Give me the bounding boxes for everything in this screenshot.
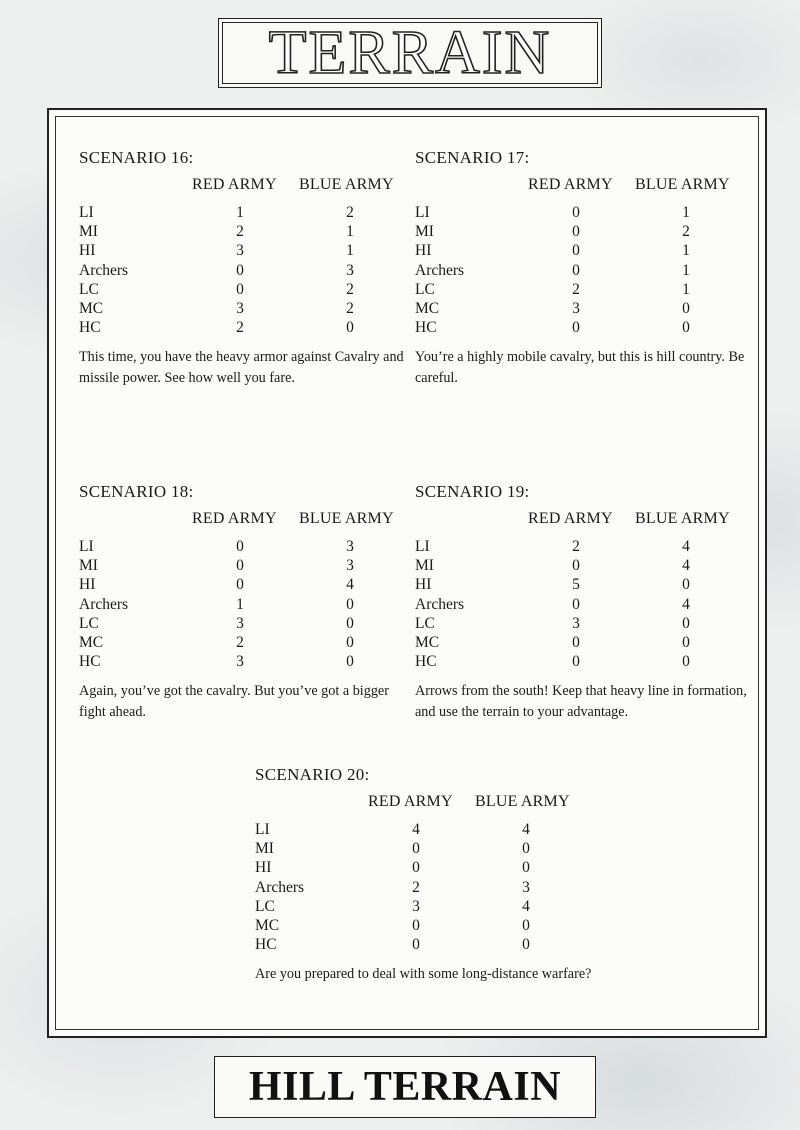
unit-label: LC xyxy=(415,614,435,632)
red-army-count: 3 xyxy=(236,614,244,632)
unit-label: Archers xyxy=(79,261,129,279)
red-army-count: 2 xyxy=(236,634,244,651)
scenario-description: Are you prepared to deal with some long-distance warfare? xyxy=(255,966,592,983)
red-army-count: 0 xyxy=(572,242,580,260)
blue-army-count: 3 xyxy=(346,261,354,279)
unit-row xyxy=(415,634,755,653)
unit-row xyxy=(415,300,755,319)
unit-row xyxy=(415,262,755,281)
blue-army-count: 0 xyxy=(346,595,354,613)
unit-row xyxy=(79,576,419,595)
blue-army-count: 0 xyxy=(522,936,530,954)
scenario-description: Arrows from the south! Keep that heavy line in formation, and use the terrain to your advantage. xyxy=(415,683,747,721)
unit-label: HC xyxy=(79,653,101,671)
unit-label: LC xyxy=(255,897,275,915)
unit-row xyxy=(415,615,755,634)
unit-label: Archers xyxy=(255,878,305,896)
red-army-count: 0 xyxy=(572,204,580,221)
unit-label: MI xyxy=(79,223,98,241)
blue-army-count: 0 xyxy=(346,634,354,651)
blue-army-count: 0 xyxy=(682,634,690,651)
blue-army-count: 0 xyxy=(682,653,690,671)
blue-army-count: 4 xyxy=(682,557,690,575)
scenario-description: This time, you have the heavy armor against Cavalry and missile power. See how well you fare. xyxy=(79,349,404,387)
red-army-header: RED ARMY xyxy=(192,510,277,527)
red-army-count: 0 xyxy=(236,576,244,594)
unit-row xyxy=(255,840,595,859)
blue-army-count: 3 xyxy=(522,878,530,896)
blue-army-count: 0 xyxy=(522,859,530,877)
unit-label: HI xyxy=(79,576,96,594)
blue-army-count: 2 xyxy=(682,223,690,241)
blue-army-count: 0 xyxy=(346,614,354,632)
unit-label: LI xyxy=(415,204,430,221)
unit-row xyxy=(415,223,755,242)
unit-row xyxy=(79,615,419,634)
red-army-count: 0 xyxy=(572,223,580,241)
unit-label: Archers xyxy=(415,261,465,279)
blue-army-count: 4 xyxy=(682,595,690,613)
unit-label: LI xyxy=(255,821,270,838)
scenario-title: SCENARIO 16: xyxy=(79,148,194,167)
unit-label: HC xyxy=(255,936,277,954)
unit-label: Archers xyxy=(79,595,129,613)
unit-row xyxy=(79,281,419,300)
blue-army-count: 1 xyxy=(682,280,690,298)
unit-row xyxy=(415,204,755,223)
red-army-count: 0 xyxy=(412,936,420,954)
blue-army-count: 0 xyxy=(522,917,530,934)
red-army-count: 1 xyxy=(236,595,244,613)
scenario-description: You’re a highly mobile cavalry, but this is hill country. Be careful. xyxy=(415,349,745,387)
red-army-count: 2 xyxy=(572,538,580,555)
unit-label: HC xyxy=(415,319,437,337)
unit-label: MC xyxy=(79,300,104,317)
blue-army-count: 1 xyxy=(346,223,354,241)
scenario-title: SCENARIO 20: xyxy=(255,765,370,784)
unit-row xyxy=(415,242,755,261)
red-army-header: RED ARMY xyxy=(528,176,613,193)
red-army-count: 0 xyxy=(236,557,244,575)
blue-army-count: 1 xyxy=(682,261,690,279)
unit-label: MI xyxy=(415,557,434,575)
unit-label: HC xyxy=(79,319,101,337)
unit-row xyxy=(415,557,755,576)
blue-army-header: BLUE ARMY xyxy=(635,510,730,527)
red-army-count: 0 xyxy=(572,557,580,575)
blue-army-header: BLUE ARMY xyxy=(635,176,730,193)
unit-label: MC xyxy=(415,634,440,651)
unit-label: LC xyxy=(415,280,435,298)
blue-army-count: 0 xyxy=(346,653,354,671)
blue-army-count: 1 xyxy=(682,242,690,260)
unit-label: LI xyxy=(79,204,94,221)
unit-row xyxy=(255,898,595,917)
red-army-count: 0 xyxy=(236,538,244,555)
red-army-header: RED ARMY xyxy=(192,176,277,193)
blue-army-header: BLUE ARMY xyxy=(475,793,570,810)
blue-army-count: 0 xyxy=(682,576,690,594)
scenario-title: SCENARIO 18: xyxy=(79,482,194,501)
unit-label: HC xyxy=(415,653,437,671)
unit-label: MC xyxy=(415,300,440,317)
unit-row xyxy=(255,936,595,955)
blue-army-count: 3 xyxy=(346,538,354,555)
blue-army-count: 2 xyxy=(346,300,354,317)
unit-label: HI xyxy=(255,859,272,877)
page-title: TERRAIN xyxy=(268,19,552,87)
unit-label: LC xyxy=(79,280,99,298)
unit-row xyxy=(255,879,595,898)
red-army-count: 0 xyxy=(412,917,420,934)
red-army-count: 3 xyxy=(236,242,244,260)
unit-row xyxy=(415,576,755,595)
red-army-count: 4 xyxy=(412,821,420,838)
red-army-count: 3 xyxy=(572,614,580,632)
unit-row xyxy=(79,300,419,319)
blue-army-count: 0 xyxy=(682,300,690,317)
unit-label: MC xyxy=(79,634,104,651)
unit-row xyxy=(255,917,595,936)
scenario-description: Again, you’ve got the cavalry. But you’ve got a bigger fight ahead. xyxy=(79,683,389,721)
red-army-count: 0 xyxy=(572,319,580,337)
unit-label: LC xyxy=(79,614,99,632)
red-army-count: 1 xyxy=(236,204,244,221)
unit-row xyxy=(79,653,419,672)
unit-row xyxy=(79,242,419,261)
red-army-header: RED ARMY xyxy=(528,510,613,527)
red-army-count: 3 xyxy=(236,653,244,671)
red-army-count: 2 xyxy=(412,878,420,896)
blue-army-count: 4 xyxy=(522,897,530,915)
page-title-box xyxy=(218,18,602,88)
unit-label: MC xyxy=(255,917,280,934)
red-army-count: 0 xyxy=(236,261,244,279)
scenario-title: SCENARIO 17: xyxy=(415,148,530,167)
blue-army-count: 0 xyxy=(682,614,690,632)
red-army-count: 2 xyxy=(572,280,580,298)
blue-army-count: 4 xyxy=(346,576,354,594)
unit-row xyxy=(415,281,755,300)
unit-label: MI xyxy=(255,840,274,858)
unit-label: HI xyxy=(79,242,96,260)
red-army-count: 0 xyxy=(572,634,580,651)
unit-label: LI xyxy=(79,538,94,555)
red-army-count: 0 xyxy=(572,595,580,613)
red-army-count: 3 xyxy=(236,300,244,317)
unit-row xyxy=(79,538,419,557)
blue-army-count: 0 xyxy=(682,319,690,337)
unit-row xyxy=(79,204,419,223)
red-army-count: 3 xyxy=(412,897,420,915)
unit-row xyxy=(79,596,419,615)
blue-army-count: 2 xyxy=(346,280,354,298)
blue-army-count: 1 xyxy=(682,204,690,221)
red-army-count: 5 xyxy=(572,576,580,594)
blue-army-count: 1 xyxy=(346,242,354,260)
blue-army-count: 2 xyxy=(346,204,354,221)
unit-row xyxy=(415,319,755,338)
red-army-count: 0 xyxy=(412,859,420,877)
blue-army-header: BLUE ARMY xyxy=(299,176,394,193)
blue-army-count: 3 xyxy=(346,557,354,575)
unit-row xyxy=(415,538,755,557)
unit-label: HI xyxy=(415,242,432,260)
blue-army-count: 0 xyxy=(522,840,530,858)
unit-row xyxy=(415,653,755,672)
scenario-title: SCENARIO 19: xyxy=(415,482,530,501)
footer-title-box xyxy=(214,1056,596,1118)
red-army-count: 0 xyxy=(572,653,580,671)
unit-row xyxy=(255,859,595,878)
blue-army-count: 0 xyxy=(346,319,354,337)
unit-label: MI xyxy=(415,223,434,241)
unit-label: HI xyxy=(415,576,432,594)
red-army-header: RED ARMY xyxy=(368,793,453,810)
footer-title: HILL TERRAIN xyxy=(248,1064,562,1110)
unit-row xyxy=(79,319,419,338)
red-army-count: 2 xyxy=(236,319,244,337)
blue-army-header: BLUE ARMY xyxy=(299,510,394,527)
red-army-count: 2 xyxy=(236,223,244,241)
unit-label: MI xyxy=(79,557,98,575)
red-army-count: 3 xyxy=(572,300,580,317)
unit-row xyxy=(255,821,595,840)
unit-label: LI xyxy=(415,538,430,555)
red-army-count: 0 xyxy=(412,840,420,858)
unit-row xyxy=(79,223,419,242)
unit-label: Archers xyxy=(415,595,465,613)
unit-row xyxy=(79,634,419,653)
unit-row xyxy=(79,557,419,576)
blue-army-count: 4 xyxy=(522,821,530,838)
red-army-count: 0 xyxy=(236,280,244,298)
unit-row xyxy=(79,262,419,281)
unit-row xyxy=(415,596,755,615)
red-army-count: 0 xyxy=(572,261,580,279)
blue-army-count: 4 xyxy=(682,538,690,555)
